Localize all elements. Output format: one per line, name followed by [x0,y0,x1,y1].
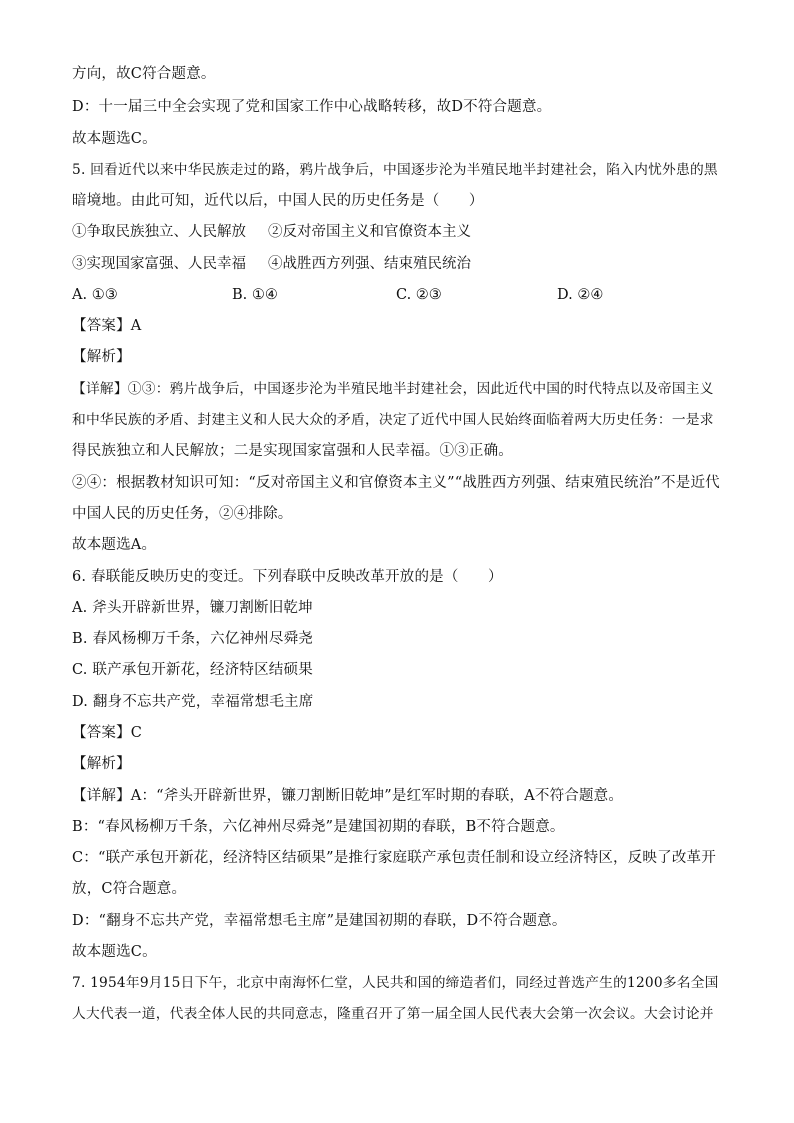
detail-text: C：“联产承包开新花，经济特区结硕果”是推行家庭联产承包责任制和设立经济特区，反映了改革开 [72,850,716,866]
text-line: 故本题选C。 [72,131,157,147]
detail-text: 【详解】①③：鸦片战争后，中国逐步沦为半殖民地半封建社会，因此近代中国的时代特点以及帝国主义 [72,381,714,397]
choice-c: C. ②③ [396,287,442,303]
text-line: D：十一届三中全会实现了党和国家工作中心战略转移，故D不符合题意。 [72,99,552,115]
conclusion-text: 故本题选C。 [72,944,157,960]
statement-1: ①争取民族独立、人民解放 [72,224,246,240]
analysis-label: 【解析】 [72,349,131,365]
analysis-label: 【解析】 [72,756,131,772]
choice-c: C. 联产承包开新花，经济特区结硕果 [72,662,313,678]
question-5-stem-cont: 暗境地。由此可知，近代以后，中国人民的历史任务是（ ） [72,193,484,209]
choice-b: B. ①④ [232,287,278,303]
detail-text: 中国人民的历史任务，②④排除。 [72,506,293,522]
detail-text: D：“翻身不忘共产党，幸福常想毛主席”是建国初期的春联，D不符合题意。 [72,913,567,929]
choice-d: D. 翻身不忘共产党，幸福常想毛主席 [72,694,314,710]
answer-label: 【答案】C [72,725,143,741]
choice-a: A. 斧头开辟新世界，镰刀割断旧乾坤 [72,600,313,616]
question-7-stem-cont: 人大代表一道，代表全体人民的共同意志，隆重召开了第一届全国人民代表大会第一次会议。大会讨论并 [72,1006,714,1022]
answer-label: 【答案】A [72,318,142,334]
question-5-stem: 5. 回看近代以来中华民族走过的路，鸦片战争后，中国逐步沦为半殖民地半封建社会，陷入内忧外患的黑 [72,162,718,178]
question-7-stem: 7. 1954年9月15日下午，北京中南海怀仁堂，人民共和国的缔造者们，同经过普选产生的1200多名全国 [72,975,719,991]
choice-a: A. ①③ [72,287,118,303]
conclusion-text: 故本题选A。 [72,537,157,553]
statement-2: ②反对帝国主义和官僚资本主义 [268,224,471,240]
choice-d: D. ②④ [557,287,604,303]
question-6-stem: 6. 春联能反映历史的变迁。下列春联中反映改革开放的是（ ） [72,569,503,585]
detail-text: 得民族独立和人民解放；二是实现国家富强和人民幸福。①③正确。 [72,443,513,459]
detail-text: B：“春风杨柳万千条，六亿神州尽舜尧”是建国初期的春联，B不符合题意。 [72,819,565,835]
detail-text: 【详解】A：“斧头开辟新世界，镰刀割断旧乾坤”是红军时期的春联，A不符合题意。 [72,788,624,804]
choice-b: B. 春风杨柳万千条，六亿神州尽舜尧 [72,631,313,647]
statement-4: ④战胜西方列强、结束殖民统治 [268,256,471,272]
statement-3: ③实现国家富强、人民幸福 [72,256,246,272]
detail-text: ②④：根据教材知识可知：“反对帝国主义和官僚资本主义”“战胜西方列强、结束殖民统治”不是近代 [72,475,720,491]
text-line: 方向，故C符合题意。 [72,66,216,82]
detail-text: 放，C符合题意。 [72,881,187,897]
detail-text: 和中华民族的矛盾、封建主义和人民大众的矛盾，决定了近代中国人民始终面临着两大历史任务：一是求 [72,412,714,428]
